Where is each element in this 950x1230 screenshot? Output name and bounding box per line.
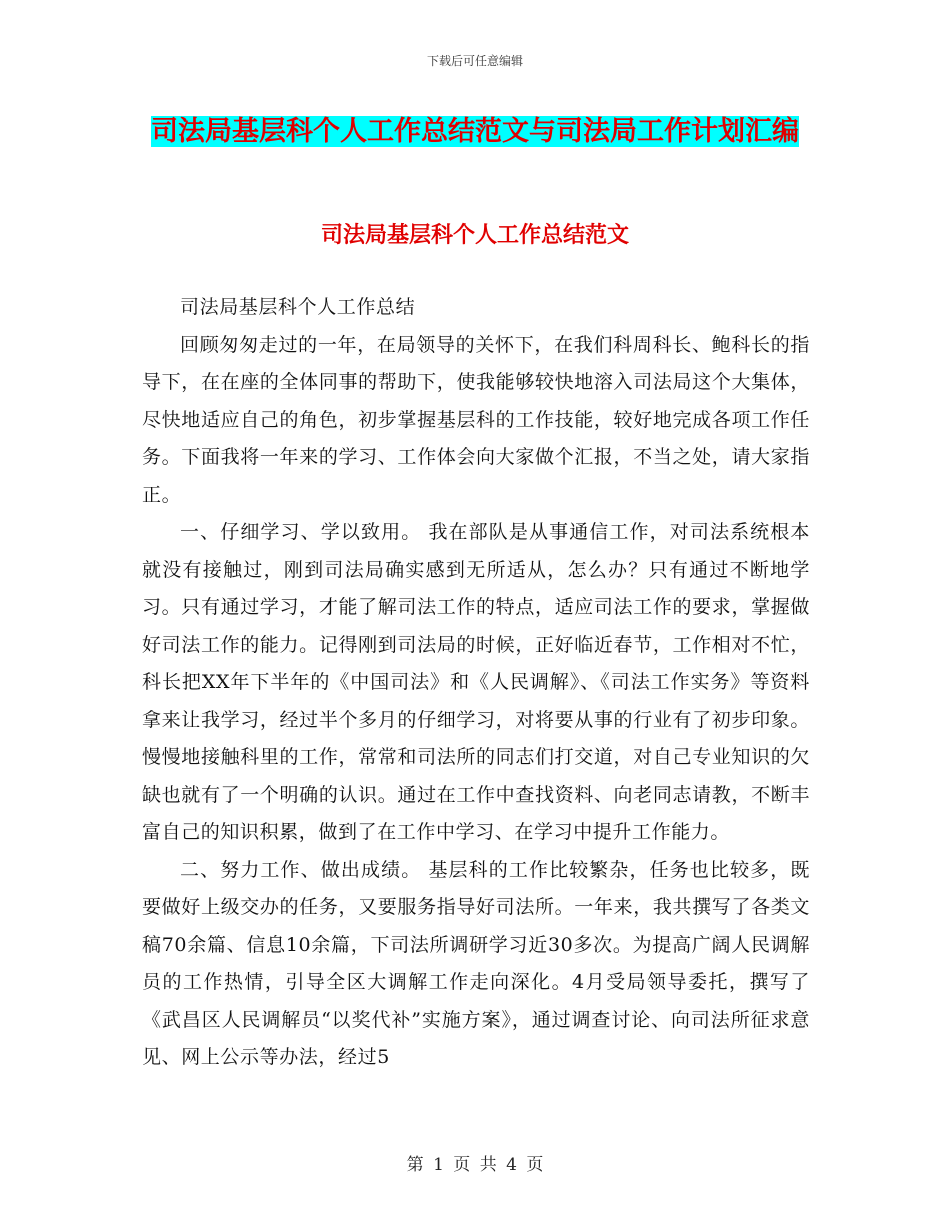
page-footer-number: 第 1 页 共 4 页 (406, 1155, 544, 1175)
body-paragraph: 一、仔细学习、学以致用。 我在部队是从事通信工作，对司法系统根本就没有接触过，刚到司法局确实感到无所适从，怎么办？只有通过不断地学习。只有通过学习，才能了解司法工作的特点，适应司法工作的要求，掌握做好司法工作的能力。记得刚到司法局的时候，正好临近春节，工作相对不忙，科长把XX年下半年的《中国司法》和《人民调解》、《司法工作实务》等资料拿来让我学习，经过半个多月的仔细学习，对将要从事的行业有了初步印象。慢慢地接触科里的工作，常常和司法所的同志们打交道，对自己专业知识的欠缺也就有了一个明确的认识。通过在工作中查找资料、向老同志请教，不断丰富自己的知识积累，做到了在工作中学习、在学习中提升工作能力。 (142, 521, 810, 843)
section-title: 司法局基层科个人工作总结范文 (320, 223, 629, 248)
document-body (142, 289, 810, 1077)
body-paragraph: 司法局基层科个人工作总结 (180, 296, 416, 318)
document-title-text: 司法局基层科个人工作总结范文与司法局工作计划汇编 (151, 116, 799, 147)
page-header-note: 下载后可任意编辑 (426, 54, 523, 68)
body-paragraph: 二、努力工作、做出成绩。 基层科的工作比较繁杂，任务也比较多，既要做好上级交办的任务，又要服务指导好司法所。一年来，我共撰写了各类文稿70余篇、信息10余篇，下司法所调研学习近30多次。为提高广阔人民调解员的工作热情，引导全区大调解工作走向深化。4月受局领导委托，撰写了《武昌区人民调解员“以奖代补”实施方案》，通过调查讨论、向司法所征求意见、网上公示等办法，经过5 (142, 858, 810, 1068)
body-paragraph: 回顾匆匆走过的一年，在局领导的关怀下，在我们科周科长、鲍科长的指导下，在在座的全体同事的帮助下，使我能够较快地溶入司法局这个大集体，尽快地适应自己的角色，初步掌握基层科的工作技能，较好地完成各项工作任务。下面我将一年来的学习、工作体会向大家做个汇报，不当之处，请大家指正。 (142, 333, 810, 506)
document-title (140, 108, 810, 156)
